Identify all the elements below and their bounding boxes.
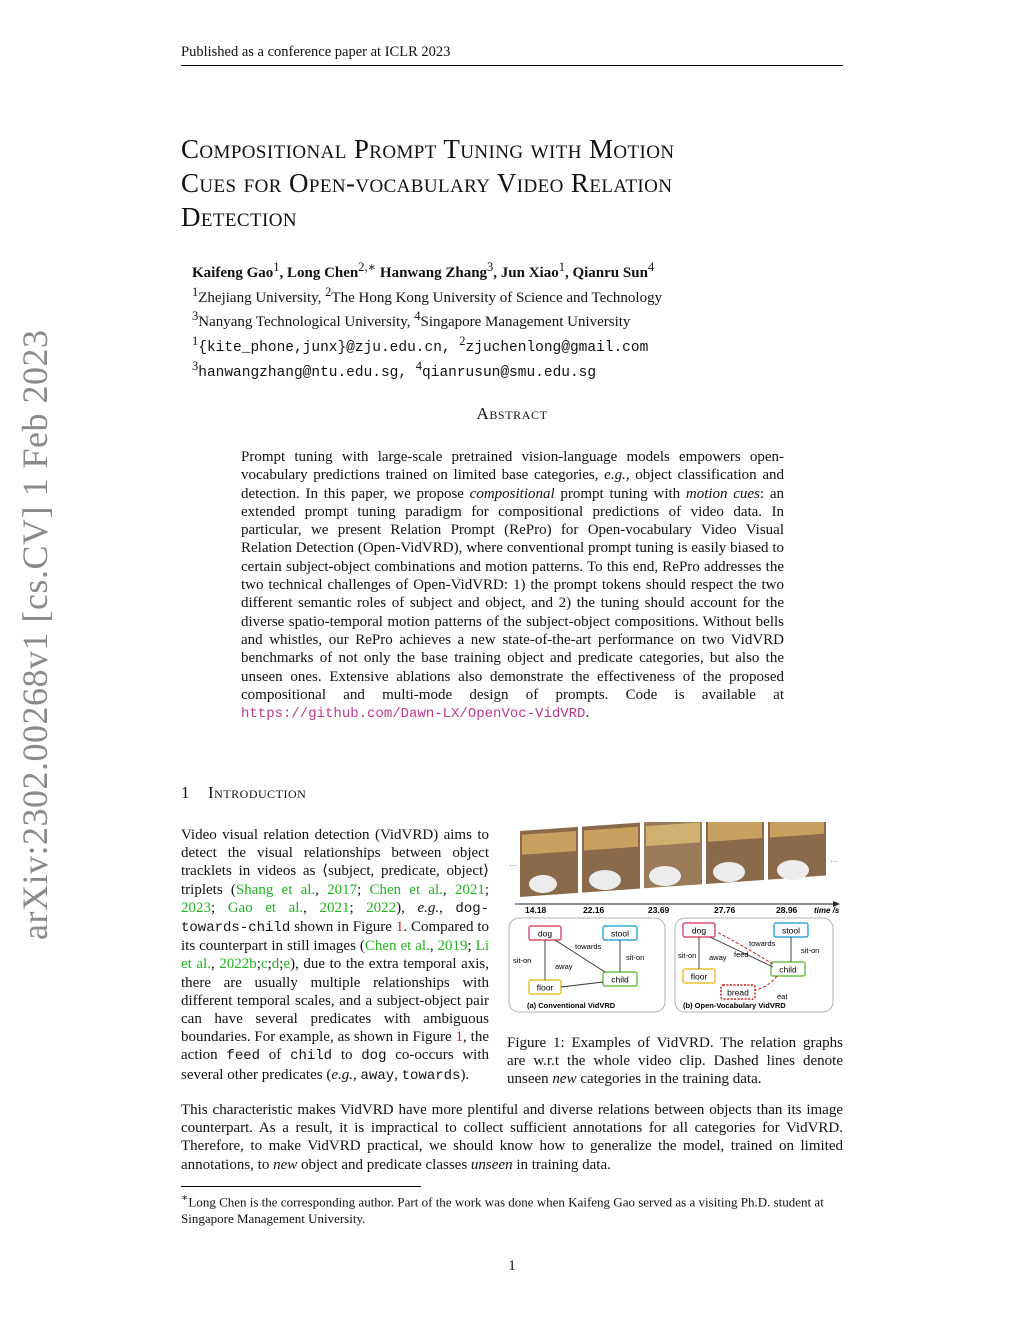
node-label: stool — [611, 928, 629, 939]
citation[interactable]: Shang et al. — [235, 881, 316, 898]
running-header: Published as a conference paper at ICLR 2023 — [181, 44, 451, 60]
section-heading-introduction: 1 Introduction — [181, 783, 307, 802]
citation[interactable]: Chen et al. — [369, 881, 443, 898]
time-tick: 28.96 — [776, 905, 798, 915]
node-label: bread — [727, 987, 749, 998]
intro-paragraph-full: This characteristic makes VidVRD have more plentiful and diverse relations between objects than its image counterpart. As a result, it is impractical to collect sufficient annotations for all categories for VidVRD. Therefore, to make VidVRD practical, we should know how to generalize the model, trained on limited annotations, to new object and predicate classes unseen in training data. — [181, 1102, 843, 1173]
edge-label: sit-on — [801, 946, 820, 955]
edge-label: towards — [575, 942, 602, 951]
node-label: dog — [537, 928, 553, 939]
citation[interactable]: c — [260, 956, 268, 973]
abstract-heading: Abstract — [476, 404, 548, 423]
citation[interactable]: 2021 — [319, 899, 350, 916]
citation[interactable]: Chen et al. — [364, 938, 430, 955]
page-number: 1 — [508, 1258, 516, 1274]
author-names: Kaifeng Gao$^1$, Long Chen$^{2,∗}$ Hanwang Zhang$^3$, Jun Xiao$^1$, Qianru Sun$^4$ — [192, 260, 655, 281]
figure-1-caption: Figure 1: Examples of VidVRD. The relation graphs are w.r.t the whole video clip. Dashed lines denote unseen new categories in the training data. — [507, 1035, 843, 1088]
time-tick: 14.18 — [525, 905, 547, 915]
citation[interactable]: 2021 — [454, 881, 485, 898]
panel-caption: (a) Conventional VidVRD — [527, 1001, 616, 1010]
edge-label: sit-on — [626, 953, 645, 962]
citation[interactable]: Li et al. — [181, 938, 489, 973]
edge-label: sit-on — [678, 951, 697, 960]
time-tick: 23.69 — [648, 905, 670, 915]
paper-title: Compositional Prompt Tuning with Motion Cues for Open-vocabulary Video Relation Detection — [181, 134, 675, 232]
footnote: ∗Long Chen is the corresponding author. Part of the work was done when Kaifeng Gao served as a visiting Ph.D. student at Singapore Management University. — [181, 1192, 824, 1227]
citation[interactable]: e — [283, 956, 291, 973]
conventional-graph-panel — [509, 918, 665, 1012]
video-frames — [520, 822, 826, 897]
node-label: child — [779, 964, 797, 975]
node-label: stool — [782, 925, 800, 936]
edge-label: eat — [777, 992, 788, 1001]
time-axis — [515, 901, 840, 915]
time-tick: 22.16 — [583, 905, 605, 915]
node-label: dog — [691, 925, 707, 936]
abstract-body: Prompt tuning with large-scale pretrained vision-language models empowers open-vocabulary predictions trained on limited base categories, e.g., object classification and detection. In this paper, we propose compositional prompt tuning with motion cues: an extended prompt tuning paradigm for compositional predictions of video data. In particular, we present Relation Prompt (RePro) for Open-vocabulary Video Visual Relation Detection (Open-VidVRD), where conventional prompt tuning is easily biased to certain subject-object combinations and motion patterns. To this end, RePro addresses the two technical challenges of Open-VidVRD: 1) the prompt tokens should respect the two different semantic roles of subject and object, and 2) the tuning should account for the diverse spatio-temporal motion patterns of the subject-object compositions. Without bells and whistles, our RePro achieves a new state-of-the-art performance on two VidVRD benchmarks of not only the base training object and predicate categories, but also the unseen ones. Extensive ablations also demonstrate the effectiveness of the proposed compositional and multi-mode design of prompts. Code is available at https://github.com/Dawn-LX/OpenVoc-VidVRD. — [241, 449, 784, 723]
header-rule — [181, 65, 843, 66]
figure-1 — [505, 822, 845, 1022]
affiliations-line1: $^1$Zhejiang University, $^2$The Hong Kong University of Science and Technology — [192, 284, 663, 306]
panel-caption: (b) Open-Vocabulary VidVRD — [683, 1001, 786, 1010]
node-label: floor — [690, 971, 708, 982]
citation[interactable]: 2023 — [181, 899, 211, 916]
edge-label: away — [709, 953, 727, 962]
emails-line2: $^3$hanwangzhang@ntu.edu.sg, $^4$qianrusun@smu.edu.sg — [192, 359, 597, 381]
edge-label: towards — [749, 939, 776, 948]
ellipsis-right: ... — [830, 854, 839, 865]
ellipsis-left: ... — [509, 858, 518, 869]
edge-label: feed — [734, 950, 749, 959]
figure-reference[interactable]: 1 — [455, 1029, 464, 1046]
citation[interactable]: Gao et al. — [227, 899, 304, 916]
figure-1-graphic — [505, 822, 845, 1022]
citation[interactable]: 2019 — [437, 938, 468, 955]
citation[interactable]: 2022 — [366, 899, 397, 916]
time-tick: 27.76 — [714, 905, 736, 915]
footnote-rule — [181, 1186, 421, 1187]
open-vocab-graph-panel — [675, 918, 833, 1012]
edge-label: away — [555, 962, 573, 971]
citation[interactable]: 2022b — [219, 956, 257, 973]
time-axis-label: time /s — [814, 906, 840, 915]
emails-line1: $^1${kite_phone,junx}@zju.edu.cn, $^2$zjuchenlong@gmail.com — [192, 333, 649, 356]
node-label: child — [611, 974, 629, 985]
citation[interactable]: d — [271, 956, 280, 973]
arxiv-identifier: arXiv:2302.00268v1 [cs.CV] 1 Feb 2023 — [15, 329, 55, 940]
citation[interactable]: 2017 — [327, 881, 358, 898]
affiliations-line2: $^3$Nanyang Technological University, $^4$Singapore Management University — [192, 309, 631, 330]
node-label: floor — [536, 982, 554, 993]
author-block — [192, 258, 832, 383]
code-link[interactable]: https://github.com/Dawn-LX/OpenVoc-VidVRD — [241, 706, 586, 723]
edge-label: sit-on — [513, 956, 532, 965]
intro-paragraph-column: Video visual relation detection (VidVRD) aims to detect the visual relationships between object tracklets in videos as ⟨subject, predicate, object⟩ triplets (Shang et al., 2017; Chen et al., 2021; 2023; Gao et al., 2021; 2022), e.g., dog-towards-child shown in Figure 1. Compared to its counterpart in still images (Chen et al., 2019; Li et al., 2022b;c;d;e), due to the extra temporal axis, there are usually multiple relationships with different temporal scales, and a subject-object pair can have several predicates with ambiguous boundaries. For example, as shown in Figure 1, the action feed of child to dog co-occurs with several other predicates (e.g., away, towards). — [181, 827, 490, 1084]
figure-reference[interactable]: 1 — [395, 919, 404, 936]
